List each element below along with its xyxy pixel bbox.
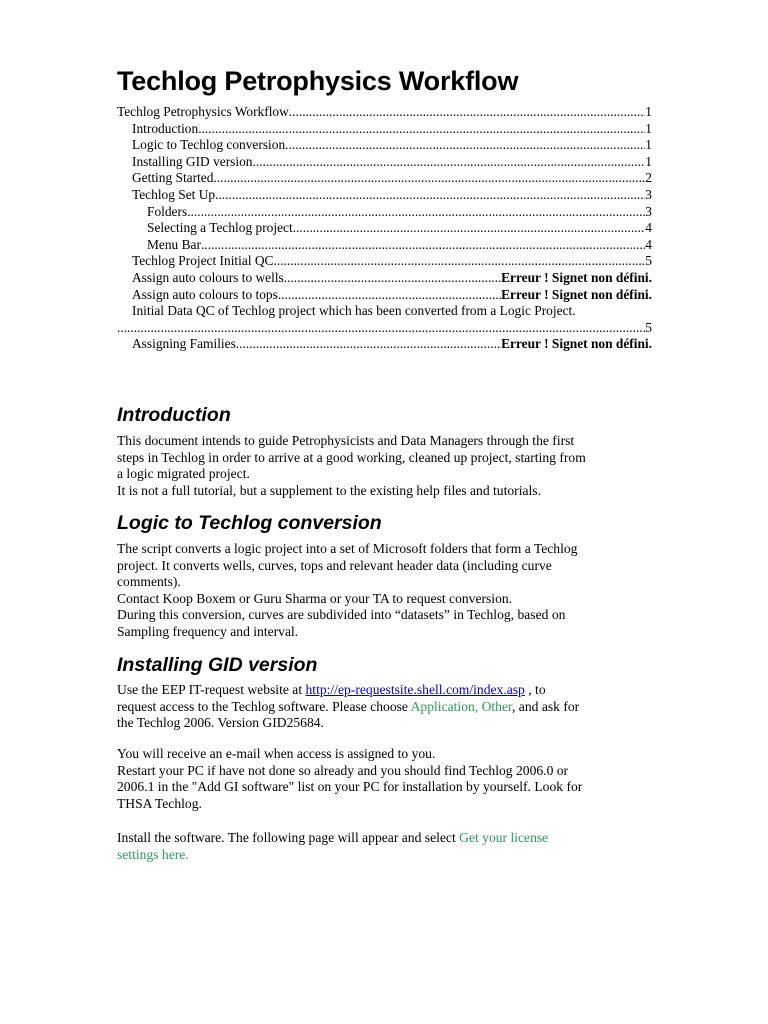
- text-line: You will receive an e-mail when access is assigned to you.: [117, 746, 436, 761]
- toc-entry[interactable]: [117, 187, 652, 204]
- toc-entry[interactable]: [117, 104, 652, 121]
- text-line: the Techlog 2006. Version GID25684.: [117, 715, 324, 731]
- toc-entry-page: 5: [645, 319, 652, 335]
- toc-entry[interactable]: [117, 270, 652, 287]
- text-line: [117, 682, 662, 699]
- installing-body: [117, 682, 662, 732]
- toc-entry[interactable]: [117, 154, 652, 171]
- table-of-contents: [117, 104, 652, 353]
- toc-entry[interactable]: [117, 170, 652, 187]
- text-line: 2006.1 in the "Add GI software" list on your PC for installation by yourself. Look for: [117, 779, 583, 795]
- toc-entry[interactable]: [117, 137, 652, 154]
- toc-entry-page: 2: [645, 170, 652, 186]
- text-line: [117, 847, 662, 864]
- toc-entry-page: 3: [645, 203, 652, 219]
- toc-entry-text: Introduction: [132, 120, 199, 136]
- toc-entry-error: Erreur ! Signet non défini.: [501, 269, 652, 285]
- toc-entry-text: Selecting a Techlog project: [147, 220, 293, 236]
- toc-entry-page: 1: [645, 104, 652, 119]
- toc-entry-page: 4: [645, 236, 652, 252]
- text-line: steps in Techlog in order to arrive at a good working, cleaned up project, starting from: [117, 449, 586, 465]
- toc-entry[interactable]: [117, 220, 652, 237]
- toc-entry[interactable]: [117, 336, 652, 353]
- introduction-body: [117, 433, 662, 499]
- toc-entry-text: Assign auto colours to wells: [132, 269, 284, 285]
- logic-conversion-body: [117, 541, 662, 641]
- toc-entry-text: Techlog Petrophysics Workflow: [117, 104, 289, 119]
- toc-entry-text: Techlog Project Initial QC: [132, 253, 274, 269]
- toc-entry[interactable]: [117, 237, 652, 254]
- toc-entry-page: 5: [645, 253, 652, 269]
- text-span: request access to the Techlog software. Please choose: [117, 698, 411, 714]
- installing-body-3: [117, 830, 662, 863]
- toc-entry-text: Menu Bar: [147, 236, 201, 252]
- toc-entry-text: Installing GID version: [132, 153, 253, 169]
- toc-entry-error: Erreur ! Signet non défini.: [501, 336, 652, 352]
- toc-entry[interactable]: [117, 204, 652, 221]
- text-line: Sampling frequency and interval.: [117, 623, 299, 639]
- heading-logic-conversion: Logic to Techlog conversion: [117, 512, 382, 534]
- toc-entry-text: Assign auto colours to tops: [132, 286, 278, 302]
- toc-entry-wrapped[interactable]: [117, 303, 652, 320]
- heading-introduction: Introduction: [117, 404, 231, 426]
- toc-entry-text: Getting Started: [132, 170, 214, 186]
- text-line: Restart your PC if have not done so already and you should find Techlog 2006.0 or: [117, 762, 569, 778]
- toc-entry-page: 4: [645, 220, 652, 236]
- toc-entry-wrapped-cont[interactable]: [117, 320, 652, 337]
- toc-entry-text: Techlog Set Up: [132, 186, 216, 202]
- text-line: [117, 699, 662, 716]
- text-line: THSA Techlog.: [117, 795, 202, 811]
- toc-entry[interactable]: [117, 287, 652, 304]
- text-span: Install the software. The following page will appear and select: [117, 830, 460, 845]
- toc-entry-page: 1: [645, 120, 652, 136]
- toc-entry-text: Logic to Techlog conversion: [132, 137, 286, 153]
- toc-entry-page: 1: [645, 137, 652, 153]
- text-line: project. It converts wells, curves, tops and relevant header data (including curve: [117, 557, 552, 573]
- toc-entry[interactable]: [117, 253, 652, 270]
- text-line: comments).: [117, 574, 181, 590]
- installing-body-2: [117, 746, 662, 812]
- text-line: This document intends to guide Petrophysicists and Data Managers through the first: [117, 433, 575, 448]
- toc-entry-text: Assigning Families: [132, 336, 236, 352]
- toc-entry-text: Initial Data QC of Techlog project which has been converted from a Logic Project.: [132, 303, 576, 319]
- document-title: Techlog Petrophysics Workflow: [117, 66, 519, 96]
- license-settings-link[interactable]: Get your license: [459, 830, 549, 845]
- text-span: Use the EEP IT-request website at: [117, 682, 306, 697]
- toc-entry-page: 1: [645, 153, 652, 169]
- license-settings-link-cont[interactable]: settings here.: [117, 846, 189, 862]
- toc-entry-text: Folders: [147, 203, 188, 219]
- text-line: [117, 830, 662, 847]
- toc-entry-page: 3: [645, 186, 652, 202]
- toc-entry-error: Erreur ! Signet non défini.: [501, 286, 652, 302]
- toc-entry[interactable]: [117, 121, 652, 138]
- text-span: , to: [524, 682, 546, 697]
- text-line: a logic migrated project.: [117, 466, 250, 482]
- application-other-choice: Application, Other: [410, 698, 512, 714]
- text-span: , and ask for: [512, 698, 580, 714]
- request-site-link[interactable]: http://ep-requestsite.shell.com/index.asp: [305, 682, 525, 697]
- text-line: It is not a full tutorial, but a supplement to the existing help files and tutorials.: [117, 482, 541, 498]
- text-line: During this conversion, curves are subdivided into “datasets” in Techlog, based on: [117, 607, 566, 623]
- text-line: Contact Koop Boxem or Guru Sharma or your TA to request conversion.: [117, 590, 513, 606]
- text-line: The script converts a logic project into a set of Microsoft folders that form a Techlog: [117, 541, 578, 556]
- heading-installing-gid: Installing GID version: [117, 654, 318, 676]
